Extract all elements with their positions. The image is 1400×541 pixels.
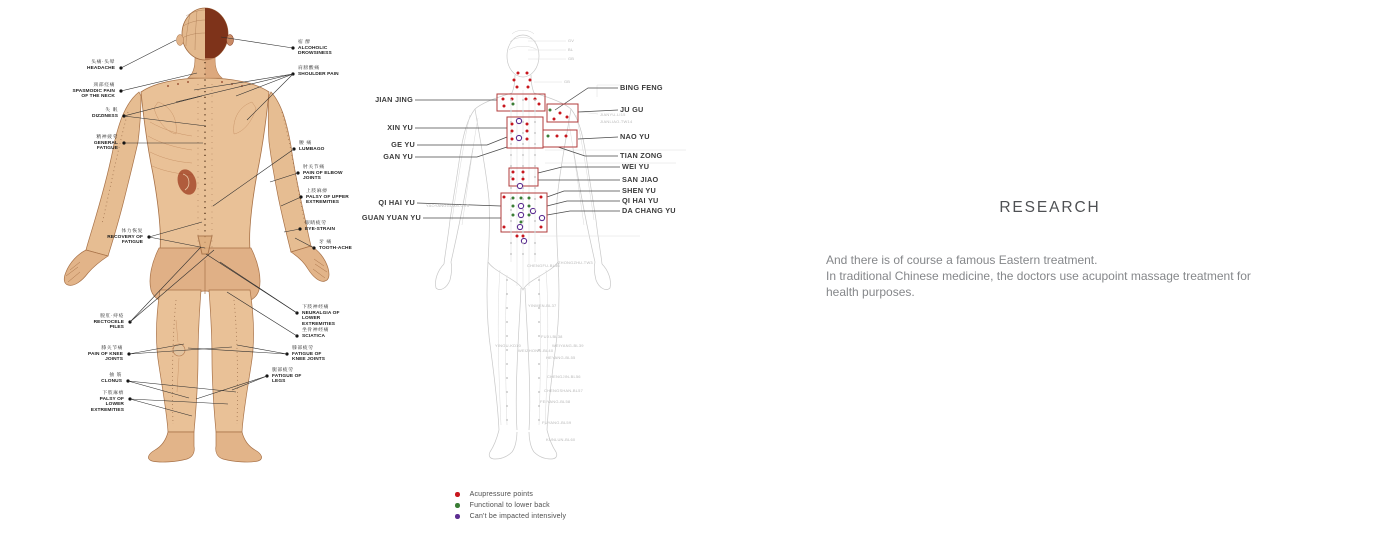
meridian-point-mark xyxy=(534,121,536,123)
lower-back-point-dot xyxy=(528,205,531,208)
callout-label-zh: 下肢麻痹 xyxy=(102,391,124,396)
acupoint-box xyxy=(543,130,577,147)
callout-label-en: SCIATICA xyxy=(302,333,326,339)
acupoint-label-shen-yu: SHEN YU xyxy=(622,186,657,195)
meridian-point-mark xyxy=(538,335,540,337)
meridian-point-mark xyxy=(510,110,512,112)
callout-label-en: PALSY OF UPPER EXTREMITIES xyxy=(306,194,349,206)
legend-label: Functional to lower back xyxy=(469,502,550,509)
meridian-code-label: HEYANG-BL55 xyxy=(546,355,576,360)
lower-back-point-dot xyxy=(512,214,515,217)
meridian-code-label: YINMEN-BL37 xyxy=(528,303,557,308)
acupoint-label-tian-zong: TIAN ZONG xyxy=(620,151,663,160)
meridian-point-mark xyxy=(522,132,524,134)
acupoint-label-bing-feng: BING FENG xyxy=(620,83,663,92)
meridian-point-mark xyxy=(534,165,536,167)
paragraph-line: health purposes. xyxy=(826,285,915,299)
meridian-point-mark xyxy=(538,405,540,407)
callout-label-zh: 下肢神经痛 xyxy=(302,305,329,310)
meridian-point-mark xyxy=(506,419,508,421)
meridian-point-mark xyxy=(510,99,512,101)
callout-label-en: TOOTH-ACHE xyxy=(319,245,352,251)
callout-label-zh: 眼睛疲劳 xyxy=(305,221,327,226)
acupressure-point-dot xyxy=(522,171,525,174)
acupoint-label-nao-yu: NAO YU xyxy=(620,132,650,141)
callout-label-zh: 抽 筋 xyxy=(109,373,122,378)
callout-label-zh: 牙 痛 xyxy=(319,240,332,245)
meridian-point-mark xyxy=(510,209,512,211)
meridian-code-label: CHENGJIN-BL56 xyxy=(547,374,581,379)
acupressure-point-dot xyxy=(511,138,514,141)
no-intense-impact-point-dot xyxy=(517,224,522,229)
callout-label-zh: 头痛·头晕 xyxy=(91,60,115,65)
meridian-point-mark xyxy=(522,231,524,233)
acupressure-point-dot xyxy=(559,112,562,115)
callout-label-en: SHOULDER PAIN xyxy=(298,71,339,77)
meridian-point-mark xyxy=(522,121,524,123)
meridian-code-label: YAOYANGGUAN-GV3 xyxy=(426,203,470,208)
meridian-point-mark xyxy=(534,154,536,156)
acupoint-label-jian-jing: JIAN JING xyxy=(375,95,413,104)
meridian-point-mark xyxy=(538,391,540,393)
acupressure-point-dot xyxy=(526,138,529,141)
meridian-code-label: GB xyxy=(568,56,575,61)
meridian-point-mark xyxy=(506,377,508,379)
acupressure-point-dot xyxy=(526,130,529,133)
callout-label-zh: 腿部疲劳 xyxy=(272,368,294,373)
no-intense-impact-point-dot xyxy=(517,183,522,188)
leader-line xyxy=(547,211,620,215)
callout-label-en: PAIN OF KNEE JOINTS xyxy=(88,351,123,363)
meridian-point-mark xyxy=(522,110,524,112)
acupressure-point-dot xyxy=(512,171,515,174)
meridian-point-mark xyxy=(510,121,512,123)
acupressure-point-dot xyxy=(556,135,559,138)
meridian-code-label: KUNLUN-BL60 xyxy=(546,437,576,442)
research-section xyxy=(826,199,1274,300)
callout-label-en: NEURALGIA OF LOWER EXTREMITIES xyxy=(302,310,340,327)
meridian-figure-illustration xyxy=(435,30,686,459)
acupressure-point-dot xyxy=(503,105,506,108)
meridian-point-mark xyxy=(506,321,508,323)
acupoint-label-ge-yu: GE YU xyxy=(391,140,415,149)
paragraph-line: In traditional Chinese medicine, the doctors use acupoint massage treatment for xyxy=(826,269,1251,283)
meridian-point-mark xyxy=(534,187,536,189)
meridian-code-label: JIANYU-LI15 xyxy=(600,112,626,117)
acupoint-label-gan-yu: GAN YU xyxy=(383,152,413,161)
meridian-point-mark xyxy=(510,143,512,145)
meridian-point-mark xyxy=(506,335,508,337)
callout-label-zh: 脱肛·痔疮 xyxy=(100,314,124,319)
acupoint-box xyxy=(507,117,543,148)
paragraph-line: And there is of course a famous Eastern treatment. xyxy=(826,253,1098,267)
no-intense-impact-point-dot xyxy=(516,118,521,123)
callout-label-zh: 上肢麻痹 xyxy=(306,189,328,194)
acupressure-point-dot xyxy=(525,98,528,101)
meridian-code-label: GV xyxy=(568,38,575,43)
acupressure-point-dot xyxy=(511,130,514,133)
meridian-point-mark xyxy=(534,253,536,255)
meridian-code-label: FUXI-BL38 xyxy=(541,334,563,339)
callout-label-zh: 精神疲劳 xyxy=(96,135,118,140)
legend-label: Acupressure points xyxy=(469,491,534,498)
meridian-point-mark xyxy=(522,143,524,145)
meridian-point-mark xyxy=(538,293,540,295)
leader-line xyxy=(558,147,618,156)
lower-back-point-dot xyxy=(520,221,523,224)
callout-label-en: PALSY OF LOWER EXTREMITIES xyxy=(90,396,124,413)
no-intense-impact-point-dot xyxy=(530,208,535,213)
lower-back-point-dot xyxy=(549,109,552,112)
meridian-point-mark xyxy=(522,154,524,156)
acupressure-point-dot xyxy=(566,116,569,119)
meridian-point-mark xyxy=(506,279,508,281)
leader-line xyxy=(555,88,618,110)
meridian-code-label: GB xyxy=(564,79,571,84)
callout-label-en: ALCOHOLIC DROWSINESS xyxy=(298,45,332,57)
meridian-point-mark xyxy=(522,242,524,244)
legend-item-functional-to-lower-back xyxy=(455,500,566,511)
research-title: RESEARCH xyxy=(999,199,1101,216)
callout-label-en: FATIGUE OF LEGS xyxy=(272,373,302,385)
lower-back-point-dot xyxy=(520,197,523,200)
meridian-point-mark xyxy=(510,231,512,233)
callout-label-en: HEADACHE xyxy=(87,65,115,71)
acupoint-box xyxy=(497,94,545,111)
meridian-point-mark xyxy=(510,253,512,255)
callout-label-en: DIZZINESS xyxy=(92,113,118,119)
callout-label-en: RECTOCELE PILES xyxy=(93,319,124,331)
legend-dot-icon xyxy=(455,492,460,497)
no-intense-impact-point-dot xyxy=(518,203,523,208)
meridian-point-mark xyxy=(522,198,524,200)
callout-label-en: RECOVERY OF FATIGUE xyxy=(107,234,143,246)
meridian-point-mark xyxy=(506,293,508,295)
meridian-point-mark xyxy=(522,253,524,255)
callout-label-zh: 肩膀酸痛 xyxy=(298,66,320,71)
meridian-point-mark xyxy=(506,405,508,407)
meridian-point-mark xyxy=(510,132,512,134)
acupressure-point-dot xyxy=(526,123,529,126)
acupressure-point-dot xyxy=(540,226,543,229)
meridian-point-mark xyxy=(510,165,512,167)
acupressure-point-dot xyxy=(553,118,556,121)
meridian-point-mark xyxy=(534,99,536,101)
meridian-code-label: WEIZHONG-BL40 xyxy=(518,348,554,353)
meridian-point-mark xyxy=(534,176,536,178)
acupressure-point-dot xyxy=(516,86,519,89)
callout-label-zh: 坐骨神经痛 xyxy=(302,328,329,333)
meridian-point-mark xyxy=(534,143,536,145)
acupoint-label-qi-hai-yu: QI HAI YU xyxy=(378,198,415,207)
acupressure-point-dot xyxy=(512,178,515,181)
meridian-point-mark xyxy=(510,242,512,244)
lower-back-point-dot xyxy=(512,205,515,208)
callout-label-zh: 颈部痉痛 xyxy=(93,83,115,88)
leader-line xyxy=(578,137,618,139)
meridian-point-mark xyxy=(506,363,508,365)
callout-label-en: SPASMODIC PAIN OF THE NECK xyxy=(72,88,115,100)
acupressure-point-dot xyxy=(503,196,506,199)
meridian-point-mark xyxy=(522,187,524,189)
no-intense-impact-point-dot xyxy=(516,135,521,140)
legend-dot-icon xyxy=(455,503,460,508)
callout-label-en: PAIN OF ELBOW JOINTS xyxy=(303,170,343,182)
legend-item-can-t-be-impacted-intensively xyxy=(455,511,566,522)
acupoint-label-wei-yu: WEI YU xyxy=(622,162,650,171)
acupressure-point-dot xyxy=(503,226,506,229)
meridian-point-mark xyxy=(538,321,540,323)
meridian-point-mark xyxy=(522,165,524,167)
no-intense-impact-point-dot xyxy=(521,238,526,243)
legend-item-acupressure-points xyxy=(455,489,566,500)
meridian-code-label: BL xyxy=(568,47,574,52)
callout-label-zh: 肘关节痛 xyxy=(303,165,325,170)
callout-label-en: CLONUS xyxy=(101,378,122,384)
acupoint-legend xyxy=(455,489,566,522)
callout-label-en: EYE-STRAIN xyxy=(305,226,336,232)
meridian-point-mark xyxy=(522,99,524,101)
meridian-code-label: YINGU-KD10 xyxy=(495,343,522,348)
meridian-point-mark xyxy=(534,209,536,211)
leader-line xyxy=(121,40,176,68)
acupoint-label-qi-hai-yu: QI HAI YU xyxy=(622,196,659,205)
acupressure-point-dot xyxy=(540,196,543,199)
meridian-point-mark xyxy=(538,377,540,379)
lower-back-point-dot xyxy=(528,197,531,200)
meridian-point-mark xyxy=(534,132,536,134)
meridian-point-mark xyxy=(534,242,536,244)
meridian-point-mark xyxy=(510,220,512,222)
lower-back-point-dot xyxy=(512,103,515,106)
callout-label-en: FATIGUE OF KNEE JOINTS xyxy=(292,351,326,363)
meridian-code-label: CHENGSHAN-BL57 xyxy=(544,388,584,393)
meridian-point-mark xyxy=(522,220,524,222)
acupressure-point-dot xyxy=(538,103,541,106)
callout-label-zh: 失 眠 xyxy=(105,108,118,113)
callout-label-zh: 膝部疲劳 xyxy=(292,346,314,351)
callout-label-en: LUMBAGO xyxy=(299,146,325,152)
callout-label-zh: 体力恢复 xyxy=(121,229,143,234)
meridian-point-mark xyxy=(538,363,540,365)
acupoint-label-da-chang-yu: DA CHANG YU xyxy=(622,206,676,215)
lower-back-point-dot xyxy=(547,135,550,138)
meridian-point-mark xyxy=(506,391,508,393)
meridian-code-label: WEIYANG-BL39 xyxy=(552,343,584,348)
acupressure-point-dot xyxy=(511,123,514,126)
meridian-code-label: CHENGFU-BL36 xyxy=(527,263,560,268)
meridian-point-mark xyxy=(538,279,540,281)
meridian-point-mark xyxy=(510,187,512,189)
meridian-point-mark xyxy=(534,231,536,233)
acupressure-point-dot xyxy=(513,79,516,82)
back-anatomy-illustration xyxy=(64,8,329,462)
no-intense-impact-point-dot xyxy=(539,215,544,220)
no-intense-impact-point-dot xyxy=(518,212,523,217)
acupressure-point-dot xyxy=(527,86,530,89)
acupressure-point-dot xyxy=(502,98,505,101)
meridian-code-label: FEIYANG-BL58 xyxy=(540,399,571,404)
acupoint-label-xin-yu: XIN YU xyxy=(387,123,413,132)
meridian-point-mark xyxy=(522,176,524,178)
acupressure-point-dot xyxy=(529,79,532,82)
callout-label-en: GENERAL FATIGUE xyxy=(93,140,118,152)
meridian-point-mark xyxy=(506,349,508,351)
lower-back-point-dot xyxy=(512,197,515,200)
meridian-point-mark xyxy=(522,209,524,211)
leader-line xyxy=(538,167,620,173)
acupressure-point-dot xyxy=(516,235,519,238)
callout-label-zh: 膝关节痛 xyxy=(101,346,123,351)
meridian-point-mark xyxy=(538,419,540,421)
callout-label-zh: 腰 痛 xyxy=(299,141,312,146)
legend-dot-icon xyxy=(455,514,460,519)
acupoint-label-san-jiao: SAN JIAO xyxy=(622,175,659,184)
meridian-point-mark xyxy=(510,154,512,156)
acupressure-point-dot xyxy=(522,178,525,181)
legend-label: Can't be impacted intensively xyxy=(469,513,567,520)
leader-line xyxy=(547,201,620,206)
meridian-point-mark xyxy=(534,198,536,200)
acupressure-point-dot xyxy=(565,135,568,138)
meridian-point-mark xyxy=(506,307,508,309)
acupressure-point-dot xyxy=(526,72,529,75)
research-paragraph xyxy=(826,252,1274,300)
meridian-point-mark xyxy=(510,176,512,178)
meridian-point-mark xyxy=(534,220,536,222)
acupressure-point-dot xyxy=(517,72,520,75)
acupressure-point-dot xyxy=(522,235,525,238)
meridian-code-label: JIANLIAO-TW14 xyxy=(600,119,633,124)
acupoint-label-ju-gu: JU GU xyxy=(620,105,644,114)
meridian-code-label: ZHONGZHU-TW3 xyxy=(558,260,593,265)
meridian-point-mark xyxy=(510,198,512,200)
callout-label-zh: 宿 醉 xyxy=(298,40,311,45)
meridian-code-label: FUYANG-BL59 xyxy=(542,420,572,425)
acupoint-label-guan-yuan-yu: GUAN YUAN YU xyxy=(361,213,421,222)
lower-back-point-dot xyxy=(528,214,531,217)
meridian-point-mark xyxy=(534,110,536,112)
